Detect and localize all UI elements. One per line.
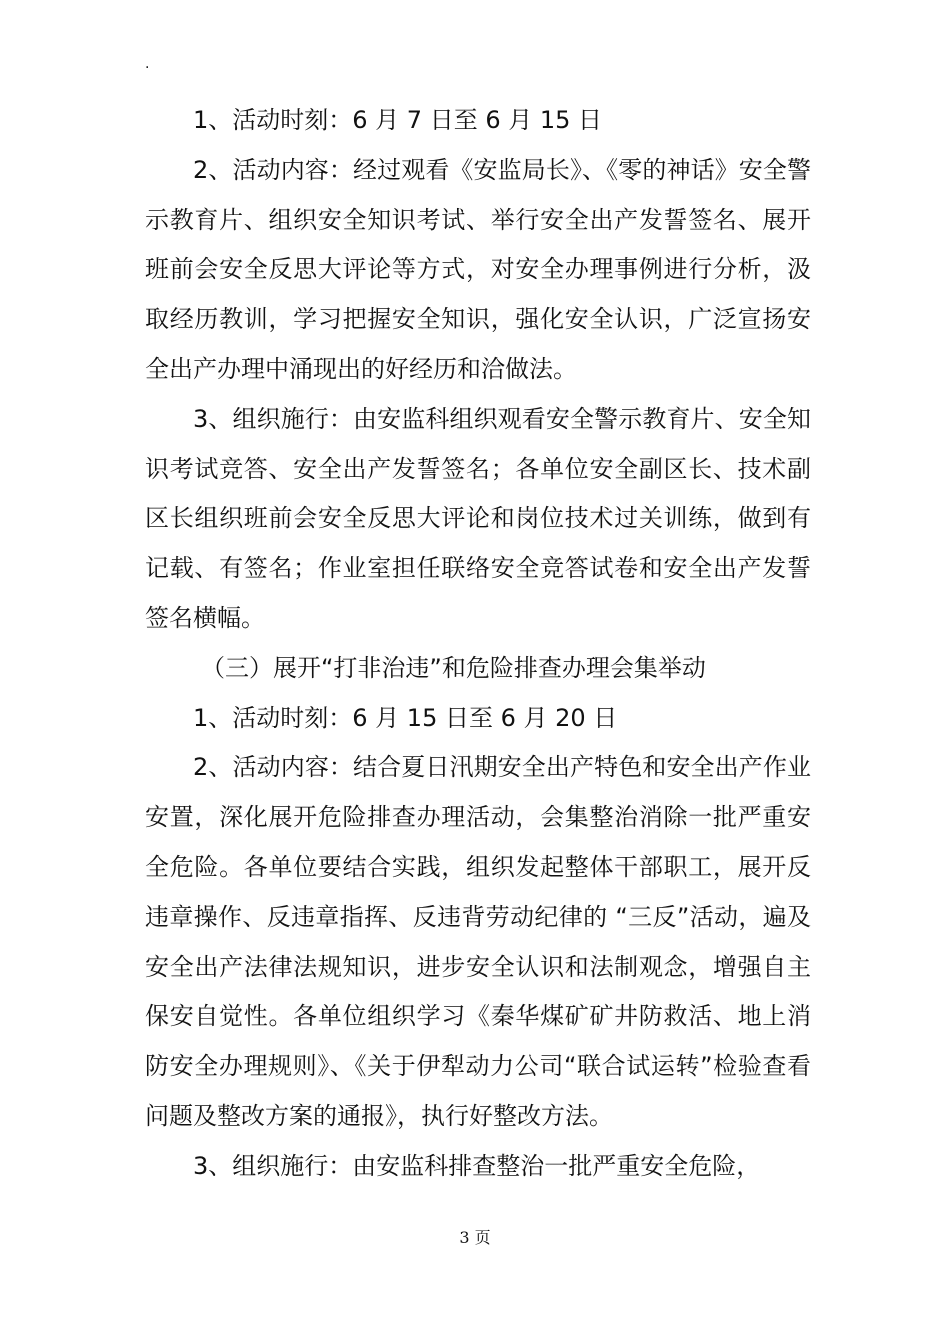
activity-time-paragraph: 1、活动时刻：6 月 7 日至 6 月 15 日: [193, 106, 603, 134]
activity-time-paragraph-2: 1、活动时刻：6 月 15 日至 6 月 20 日: [193, 703, 618, 732]
activity-content-paragraph-2: 2、活动内容：结合夏日汛期安全出产特色和安全出产作业安置，深化展开危险排查办理活动，会集整治消除一批严重安全危险。各单位要结合实践，组织发起整体干部职工，展开反违章操作、反违章指挥、反违背劳动纪律的 “三反”活动，遍及安全出产法律法规知识，进步安全认识和法制观念，增强自主保安自觉性。各单位组织学习《秦华煤矿矿井防救活、地上消防安全办理规则》、《关于伊犁动力公司“联合试运转”检验查看问题及整改方案的通报》，执行好整改方法。: [145, 753, 811, 1130]
activity-content-paragraph: 2、活动内容：经过观看《安监局长》、《零的神话》安全警示教育片、组织安全知识考试、举行安全出产发誓签名、展开班前会安全反思大评论等方式，对安全办理事例进行分析，汲取经历教训，学习把握安全知识，强化安全认识，广泛宣扬安全出产办理中涌现出的好经历和洽做法。: [145, 155, 811, 383]
document-body: [145, 96, 811, 1192]
header-mark: .: [145, 56, 150, 72]
page-number: 3 页: [459, 1228, 491, 1247]
implementation-paragraph-2: 3、组织施行：由安监科排查整治一批严重安全危险，: [193, 1151, 761, 1180]
implementation-paragraph: 3、组织施行：由安监科组织观看安全警示教育片、安全知识考试竞答、安全出产发誓签名；各单位安全副区长、技术副区长组织班前会安全反思大评论和岗位技术过关训练，做到有记载、有签名；作业室担任联络安全竞答试卷和安全出产发誓签名横幅。: [145, 404, 811, 632]
section-heading: （三）展开“打非治违”和危险排查办理会集举动: [201, 653, 706, 682]
